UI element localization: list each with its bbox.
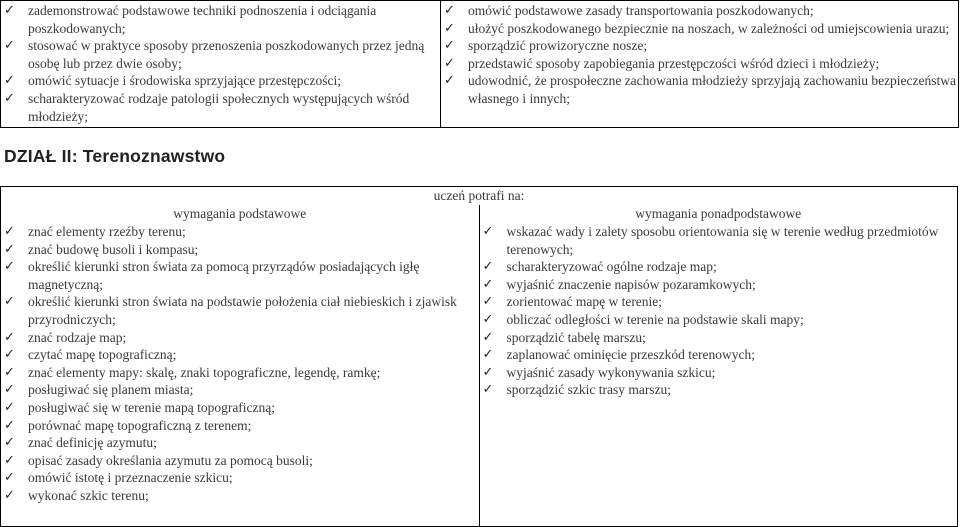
check-icon: ✓ xyxy=(4,452,15,468)
check-icon: ✓ xyxy=(4,364,15,380)
list-item xyxy=(480,276,958,294)
check-icon: ✓ xyxy=(482,224,494,239)
list-item-text: znać rodzaje map; xyxy=(28,329,127,345)
list-item xyxy=(1,293,479,328)
list-item-text: wyjaśnić znaczenie napisów pozaramkowych; xyxy=(506,276,756,292)
check-icon: ✓ xyxy=(4,38,15,54)
top-right-cell xyxy=(441,1,959,128)
list-item-text: omówić istotę i przeznaczenie szkicu; xyxy=(28,470,233,486)
check-icon: ✓ xyxy=(4,3,15,18)
list-item-text: określić kierunki stron świata za pomocą przyrządów posiadających igłę magnetyczną; xyxy=(28,259,420,292)
check-icon: ✓ xyxy=(482,294,494,310)
list-item-text: omówić sytuacje i środowiska sprzyjające przestępczości; xyxy=(28,73,342,89)
check-icon: ✓ xyxy=(482,276,494,292)
span-header-cell xyxy=(1,187,958,206)
check-icon: ✓ xyxy=(4,382,15,398)
bottom-left-cell xyxy=(1,223,480,527)
list-item xyxy=(1,346,479,364)
check-icon: ✓ xyxy=(444,38,455,54)
check-icon: ✓ xyxy=(444,55,455,71)
list-item-text: porównać mapę topograficzną z terenem; xyxy=(28,417,252,433)
check-icon: ✓ xyxy=(4,73,15,89)
list-item-text: zademonstrować podstawowe techniki podnoszenia i odciągania poszkodowanych; xyxy=(28,3,377,36)
check-icon: ✓ xyxy=(4,435,15,451)
list-item xyxy=(441,20,958,38)
list-item xyxy=(1,72,440,90)
list-item-text: posługiwać się planem miasta; xyxy=(28,382,194,398)
list-item-text: opisać zasady określania azymutu za pomocą busoli; xyxy=(28,452,313,468)
check-icon: ✓ xyxy=(482,382,494,398)
list-item xyxy=(1,258,479,293)
bottom-left-list xyxy=(1,223,479,505)
list-item-text: wyjaśnić zasady wykonywania szkicu; xyxy=(506,364,716,380)
list-item xyxy=(480,258,958,276)
list-item xyxy=(1,487,479,505)
right-header-cell xyxy=(479,205,958,223)
check-icon: ✓ xyxy=(4,224,15,239)
list-item-text: znać definicję azymutu; xyxy=(28,435,157,451)
check-icon: ✓ xyxy=(4,347,15,363)
list-item-text: znać elementy rzeźby terenu; xyxy=(28,224,186,239)
list-item xyxy=(480,381,958,399)
check-icon: ✓ xyxy=(482,347,494,363)
list-item-text: wskazać wady i zalety sposobu orientowania się w terenie według przedmiotów terenowych; xyxy=(506,224,939,257)
check-icon: ✓ xyxy=(482,329,494,345)
check-icon: ✓ xyxy=(444,73,455,89)
bottom-right-cell xyxy=(479,223,958,527)
list-item-text: sporządzić prowizoryczne nosze; xyxy=(468,38,648,54)
check-icon: ✓ xyxy=(4,399,15,415)
list-item xyxy=(1,417,479,435)
list-item xyxy=(480,293,958,311)
list-item xyxy=(1,381,479,399)
left-header-cell xyxy=(1,205,480,223)
left-column-header: wymagania podstawowe xyxy=(173,206,307,221)
list-item-text: sporządzić tabelę marszu; xyxy=(506,329,646,345)
list-item-text: zorientować mapę w terenie; xyxy=(506,294,663,310)
list-item xyxy=(480,329,958,347)
check-icon: ✓ xyxy=(4,259,15,275)
list-item-text: scharakteryzować ogólne rodzaje map; xyxy=(506,259,717,275)
top-left-cell xyxy=(1,1,441,128)
list-item xyxy=(480,223,958,258)
list-item xyxy=(1,37,440,72)
check-icon: ✓ xyxy=(444,3,455,18)
list-item-text: udowodnić, że prospołeczne zachowania młodzieży sprzyjają zachowaniu bezpieczeństwa własnego i innych; xyxy=(468,73,957,106)
list-item xyxy=(1,364,479,382)
list-item xyxy=(1,399,479,417)
list-item xyxy=(480,364,958,382)
top-requirements-table xyxy=(0,0,959,128)
check-icon: ✓ xyxy=(4,294,15,310)
list-item xyxy=(1,241,479,259)
check-icon: ✓ xyxy=(482,311,494,327)
check-icon: ✓ xyxy=(482,364,494,380)
check-icon: ✓ xyxy=(4,487,15,503)
list-item-text: sporządzić szkic trasy marszu; xyxy=(506,382,672,398)
list-item xyxy=(441,37,958,55)
top-left-list xyxy=(1,1,440,125)
list-item xyxy=(441,2,958,20)
section-heading: DZIAŁ II: Terenoznawstwo xyxy=(4,146,226,166)
right-column-header: wymagania ponadpodstawowe xyxy=(635,206,802,221)
list-item xyxy=(1,469,479,487)
list-item-text: posługiwać się w terenie mapą topograficzną; xyxy=(28,399,276,415)
list-item-text: czytać mapę topograficzną; xyxy=(28,347,177,363)
list-item-text: omówić podstawowe zasady transportowania poszkodowanych; xyxy=(468,3,814,18)
bottom-requirements-table xyxy=(0,186,958,527)
list-item-text: przedstawić sposoby zapobiegania przestępczości wśród dzieci i młodzieży; xyxy=(468,55,880,71)
list-item xyxy=(1,223,479,241)
span-header: uczeń potrafi na: xyxy=(433,188,525,203)
check-icon: ✓ xyxy=(4,329,15,345)
check-icon: ✓ xyxy=(4,90,15,106)
list-item xyxy=(1,90,440,125)
check-icon: ✓ xyxy=(4,417,15,433)
list-item-text: ułożyć poszkodowanego bezpiecznie na noszach, w zależności od umiejscowienia urazu; xyxy=(468,20,950,36)
check-icon: ✓ xyxy=(444,20,455,36)
check-icon: ✓ xyxy=(4,241,15,257)
bottom-right-list xyxy=(480,223,958,399)
list-item-text: zaplanować ominięcie przeszkód terenowych; xyxy=(506,347,756,363)
list-item-text: znać elementy mapy: skalę, znaki topograficzne, legendę, ramkę; xyxy=(28,364,381,380)
list-item xyxy=(1,2,440,37)
list-item xyxy=(480,311,958,329)
list-item-text: scharakteryzować rodzaje patologii społecznych występujących wśród młodzieży; xyxy=(28,90,410,124)
list-item xyxy=(1,434,479,452)
list-item xyxy=(441,55,958,73)
list-item xyxy=(480,346,958,364)
list-item xyxy=(1,329,479,347)
list-item-text: określić kierunki stron świata na podstawie położenia ciał niebieskich i zjawisk przyrodniczych; xyxy=(28,294,457,327)
check-icon: ✓ xyxy=(4,470,15,486)
list-item xyxy=(441,72,958,107)
list-item xyxy=(1,452,479,470)
check-icon: ✓ xyxy=(482,259,494,275)
list-item-text: obliczać odległości w terenie na podstawie skali mapy; xyxy=(506,311,804,327)
list-item-text: wykonać szkic terenu; xyxy=(28,487,149,503)
top-right-list xyxy=(441,1,958,108)
list-item-text: stosować w praktyce sposoby przenoszenia poszkodowanych przez jedną osobę lub przez dwie osoby; xyxy=(28,38,425,71)
list-item-text: znać budowę busoli i kompasu; xyxy=(28,241,199,257)
